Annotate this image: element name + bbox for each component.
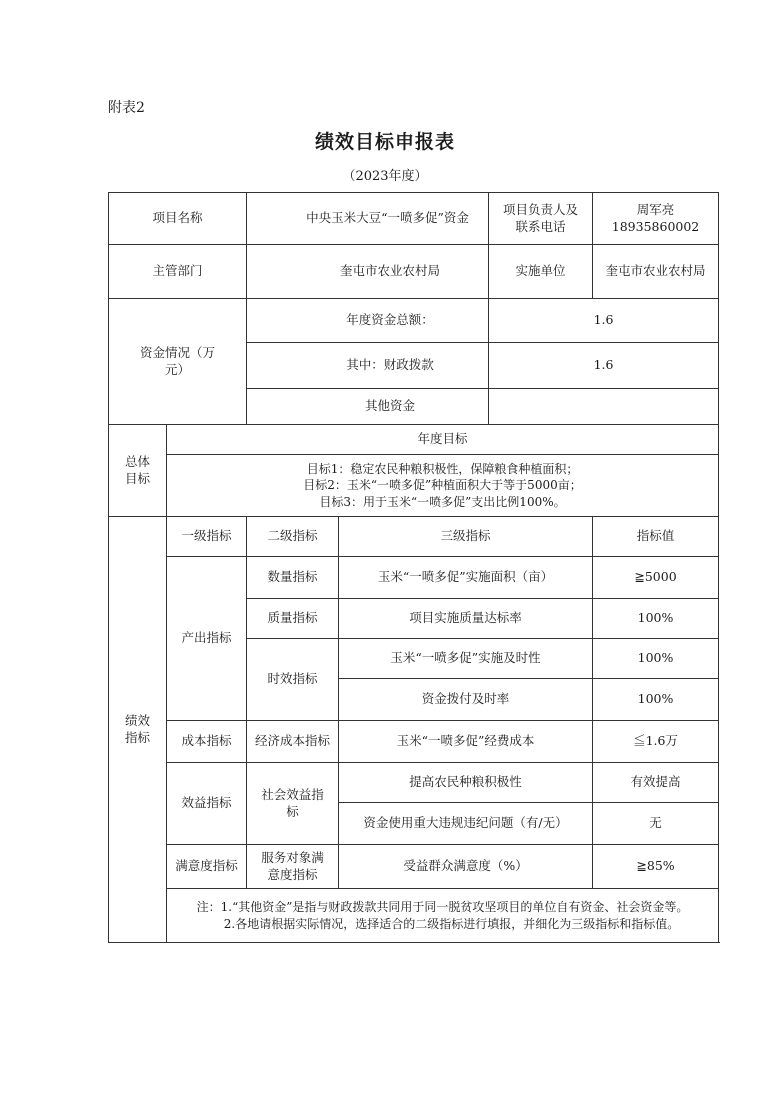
funds-fiscal-label: 其中：财政拨款 bbox=[247, 343, 489, 389]
value-cell: 有效提高 bbox=[593, 763, 719, 803]
level2-quantity: 数量指标 bbox=[247, 557, 339, 599]
value-cell: 100% bbox=[593, 639, 719, 679]
project-name-label: 项目名称 bbox=[109, 193, 247, 245]
goal-item: 目标3：用于玉米“一喷多促”支出比例100%。 bbox=[319, 494, 566, 509]
level3-cell: 玉米“一喷多促”经费成本 bbox=[339, 721, 593, 763]
table-notes bbox=[167, 889, 719, 943]
annual-goals bbox=[167, 455, 719, 517]
level3-cell: 资金拨付及时率 bbox=[339, 679, 593, 721]
table-row bbox=[109, 557, 719, 599]
level2-economic-cost: 经济成本指标 bbox=[247, 721, 339, 763]
implementer-label: 实施单位 bbox=[489, 245, 593, 299]
level3-cell: 资金使用重大违规违纪问题（有/无） bbox=[339, 803, 593, 845]
department-row bbox=[109, 245, 719, 299]
contact-value: 周军亮 18935860002 bbox=[593, 193, 719, 245]
level3-cell: 项目实施质量达标率 bbox=[339, 599, 593, 639]
table-row bbox=[109, 721, 719, 763]
level2-social-benefit: 社会效益指标 bbox=[247, 763, 339, 845]
level3-cell: 玉米“一喷多促”实施及时性 bbox=[339, 639, 593, 679]
value-cell: 无 bbox=[593, 803, 719, 845]
header-level3: 三级指标 bbox=[339, 517, 593, 557]
value-cell: 100% bbox=[593, 599, 719, 639]
level2-service-satisfaction: 服务对象满意度指标 bbox=[247, 845, 339, 889]
note-item: 2.各地请根据实际情况，选择适合的二级指标进行填报，并细化为三级指标和指标值。 bbox=[223, 916, 680, 931]
level2-timeliness: 时效指标 bbox=[247, 639, 339, 721]
project-name-value: 中央玉米大豆“一喷多促”资金 bbox=[247, 193, 489, 245]
funds-total-label: 年度资金总额： bbox=[247, 299, 489, 343]
report-year: （2023年度） bbox=[342, 169, 428, 184]
performance-target-table bbox=[108, 192, 719, 943]
funds-other-label: 其他资金 bbox=[247, 389, 489, 425]
level1-satisfaction: 满意度指标 bbox=[167, 845, 247, 889]
page-title: 绩效目标申报表 bbox=[314, 131, 455, 153]
funds-label: 资金情况（万元） bbox=[109, 299, 247, 425]
funds-total-row bbox=[109, 299, 719, 343]
contact-label: 项目负责人及联系电话 bbox=[489, 193, 593, 245]
level3-cell: 提高农民种粮积极性 bbox=[339, 763, 593, 803]
goal-item: 目标1：稳定农民种粮积极性，保障粮食种植面积； bbox=[306, 462, 579, 477]
funds-total-value: 1.6 bbox=[489, 299, 719, 343]
overall-goals-row bbox=[109, 455, 719, 517]
note-item: 注：1.“其他资金”是指与财政拨款共同用于同一脱贫攻坚项目的单位自有资金、社会资金等。 bbox=[196, 900, 689, 915]
value-cell: ≧5000 bbox=[593, 557, 719, 599]
overall-target-label: 总体目标 bbox=[109, 425, 167, 517]
level3-cell: 受益群众满意度（%） bbox=[339, 845, 593, 889]
annex-label: 附表2 bbox=[108, 100, 145, 116]
funds-other-value bbox=[489, 389, 719, 425]
level1-benefit: 效益指标 bbox=[167, 763, 247, 845]
table-row bbox=[109, 845, 719, 889]
header-level1: 一级指标 bbox=[167, 517, 247, 557]
supervisor-value: 奎屯市农业农村局 bbox=[247, 245, 489, 299]
goal-item: 目标2：玉米“一喷多促”种植面积大于等于5000亩； bbox=[303, 478, 582, 493]
table-row bbox=[109, 763, 719, 803]
project-row bbox=[109, 193, 719, 245]
annual-target-header: 年度目标 bbox=[167, 425, 719, 455]
level1-output: 产出指标 bbox=[167, 557, 247, 721]
notes-row bbox=[109, 889, 719, 943]
implementer-value: 奎屯市农业农村局 bbox=[593, 245, 719, 299]
funds-fiscal-value: 1.6 bbox=[489, 343, 719, 389]
header-level2: 二级指标 bbox=[247, 517, 339, 557]
level3-cell: 玉米“一喷多促”实施面积（亩） bbox=[339, 557, 593, 599]
value-cell: ≧85% bbox=[593, 845, 719, 889]
indicator-header-row bbox=[109, 517, 719, 557]
level1-cost: 成本指标 bbox=[167, 721, 247, 763]
overall-header-row bbox=[109, 425, 719, 455]
level2-quality: 质量指标 bbox=[247, 599, 339, 639]
performance-indicator-label: 绩效指标 bbox=[109, 517, 167, 943]
header-value: 指标值 bbox=[593, 517, 719, 557]
value-cell: ≦1.6万 bbox=[593, 721, 719, 763]
value-cell: 100% bbox=[593, 679, 719, 721]
supervisor-label: 主管部门 bbox=[109, 245, 247, 299]
